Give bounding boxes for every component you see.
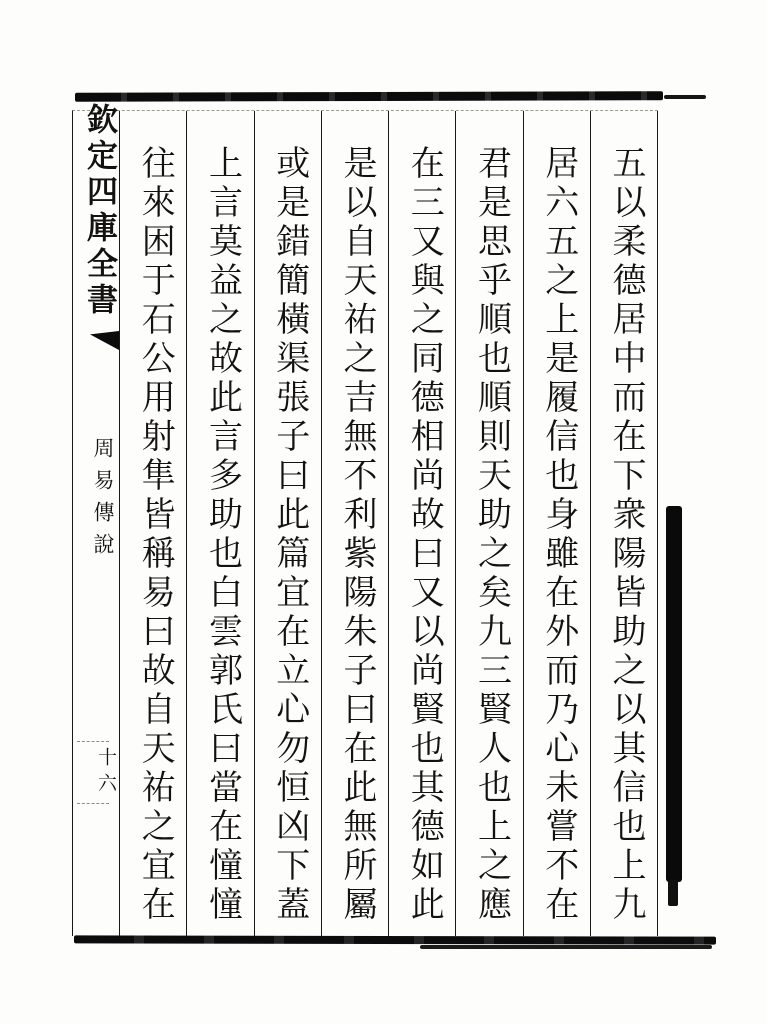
text-column-5: 是以自天祐之吉無不利紫陽朱子曰在此無所屬 bbox=[321, 111, 388, 936]
scan-top-edge-bar bbox=[75, 91, 663, 102]
scan-spine-bar bbox=[666, 506, 682, 882]
text-column-2: 居六五之上是履信也身雖在外而乃心未嘗不在 bbox=[523, 111, 590, 936]
page-number: 十六 bbox=[95, 747, 116, 799]
ink-wedge-mark bbox=[90, 331, 119, 350]
margin-tick bbox=[77, 741, 109, 742]
text-frame bbox=[72, 103, 658, 936]
text-column-4: 在三又與之同德相尚故曰又以尚賢也其德如此 bbox=[388, 111, 455, 936]
text-columns bbox=[119, 111, 658, 936]
text-column-6: 或是錯簡橫渠張子曰此篇宜在立心勿恒凶下蓋 bbox=[254, 111, 321, 936]
scan-spine-bar-tail bbox=[668, 880, 678, 906]
book-title: 周易傳說 bbox=[91, 437, 115, 565]
text-column-8: 往來困于石公用射隼皆稱易曰故自天祐之宜在 bbox=[119, 111, 186, 936]
text-column-1: 五以柔德居中而在下衆陽皆助之以其信也上九 bbox=[590, 111, 657, 936]
margin-strip bbox=[73, 103, 119, 936]
text-column-3: 君是思乎順也順則天助之矣九三賢人也上之應 bbox=[455, 111, 522, 936]
scan-top-edge-fragment bbox=[664, 95, 706, 99]
margin-tick bbox=[77, 803, 109, 804]
scan-bottom-edge-bar bbox=[74, 935, 716, 944]
collection-title: 欽定四庫全書 bbox=[82, 103, 117, 319]
text-column-7: 上言莫益之故此言多助也白雲郭氏曰當在憧憧 bbox=[186, 111, 253, 936]
scan-bottom-edge-fragment bbox=[420, 945, 712, 949]
